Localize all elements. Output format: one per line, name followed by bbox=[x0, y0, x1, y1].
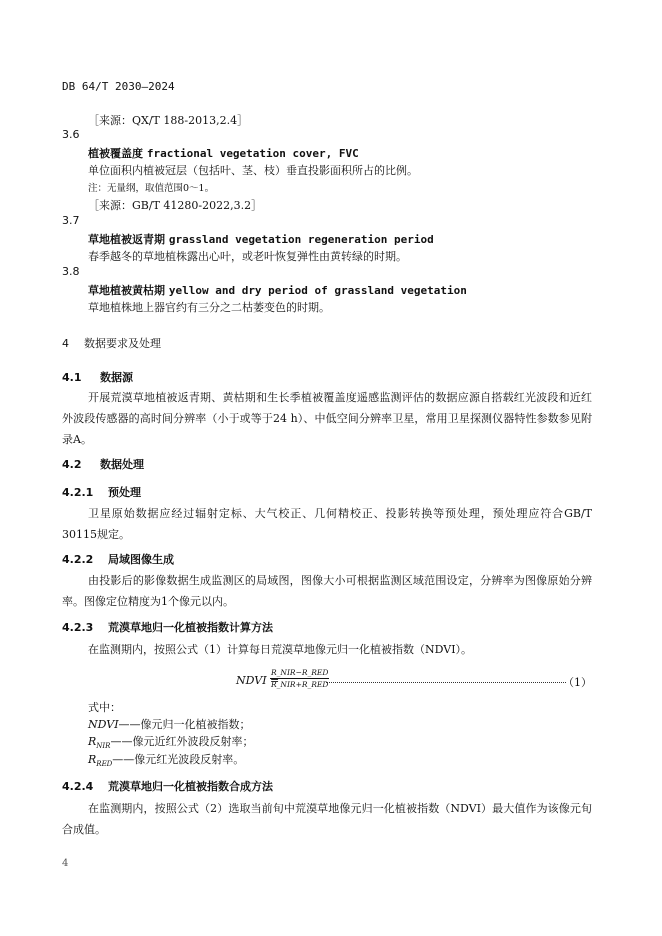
variable-subscript: NIR bbox=[96, 742, 111, 751]
source-citation: ［来源：QX/T 188-2013,2.4］ bbox=[88, 114, 249, 127]
paragraph-text: 由投影后的影像数据生成监测区的局域图，图像大小可根据监测区域范围设定，分辨率为图像原始分辨率。图像定位精度为1个像元以内。 bbox=[62, 574, 592, 608]
section-number: 4.2 bbox=[62, 458, 82, 471]
term-title-cn: 草地植被返青期 bbox=[88, 233, 165, 246]
term-number: 3.7 bbox=[62, 214, 80, 227]
formula-fraction bbox=[270, 668, 329, 689]
term-title-cn: 草地植被黄枯期 bbox=[88, 284, 165, 297]
variable-description: ——像元红光波段反射率。 bbox=[112, 753, 245, 766]
section-paragraph bbox=[62, 387, 592, 450]
variable-description: ——像元归一化植被指数； bbox=[118, 718, 251, 731]
term-definition: 草地植株地上器官约有三分之二枯萎变色的时期。 bbox=[88, 301, 330, 314]
subsection-number: 4.2.3 bbox=[62, 621, 94, 634]
subsection-number: 4.2.1 bbox=[62, 486, 94, 499]
subsection-heading bbox=[62, 484, 141, 500]
term-number: 3.8 bbox=[62, 265, 80, 278]
section-heading bbox=[62, 456, 144, 472]
term-title-en: grassland vegetation regeneration period bbox=[168, 233, 434, 246]
variable-definition-rred bbox=[88, 751, 244, 768]
source-citation: ［来源：GB/T 41280-2022,3.2］ bbox=[88, 199, 263, 212]
variable-symbol: NDVI bbox=[88, 718, 119, 731]
subsection-number: 4.2.4 bbox=[62, 780, 94, 793]
variable-definition-ndvi bbox=[88, 716, 251, 732]
term-title bbox=[88, 145, 359, 161]
term-title-cn: 植被覆盖度 bbox=[88, 147, 143, 160]
variable-subscript: RED bbox=[96, 760, 113, 769]
term-title bbox=[88, 282, 467, 298]
term-definition: 单位面积内植被冠层（包括叶、茎、枝）垂直投影面积所占的比例。 bbox=[88, 164, 418, 177]
term-number: 3.6 bbox=[62, 128, 80, 141]
term-title-en: yellow and dry period of grassland vegetation bbox=[168, 284, 467, 297]
variable-description: ——像元近红外波段反射率； bbox=[110, 735, 254, 748]
section-title: 数据源 bbox=[100, 371, 133, 384]
subsection-title: 预处理 bbox=[108, 486, 141, 499]
variable-symbol: R bbox=[88, 753, 97, 766]
variable-symbol: R bbox=[88, 735, 97, 748]
section-paragraph bbox=[62, 570, 592, 612]
ndvi-formula bbox=[236, 670, 592, 694]
section-paragraph bbox=[62, 639, 592, 660]
formula-denominator: R_NIR+R_RED bbox=[271, 680, 329, 689]
chapter-heading bbox=[62, 335, 161, 351]
subsection-title: 局域图像生成 bbox=[108, 553, 174, 566]
where-label: 式中： bbox=[88, 701, 121, 714]
section-number: 4.1 bbox=[62, 371, 82, 384]
subsection-title: 荒漠草地归一化植被指数合成方法 bbox=[108, 780, 273, 793]
term-definition: 春季越冬的草地植株露出心叶，或老叶恢复弹性由黄转绿的时期。 bbox=[88, 250, 407, 263]
paragraph-text: 开展荒漠草地植被返青期、黄枯期和生长季植被覆盖度遥感监测评估的数据应源自搭载红光波段和近红外波段传感器的高时间分辨率（小于或等于24 h）、中低空间分辨率卫星，常用卫星探测仪器特性参数参见附录A。 bbox=[62, 391, 592, 446]
paragraph-text: 在监测期内，按照公式（1）计算每日荒漠草地像元归一化植被指数（NDVI）。 bbox=[88, 643, 473, 656]
section-paragraph bbox=[62, 503, 592, 545]
section-title: 数据处理 bbox=[100, 458, 144, 471]
term-title bbox=[88, 231, 434, 247]
chapter-title: 数据要求及处理 bbox=[84, 337, 161, 350]
document-header-id: DB 64/T 2030—2024 bbox=[62, 80, 175, 93]
subsection-heading bbox=[62, 619, 273, 635]
formula-leader-dots bbox=[326, 682, 566, 683]
variable-definition-rnir bbox=[88, 733, 253, 750]
subsection-title: 荒漠草地归一化植被指数计算方法 bbox=[108, 621, 273, 634]
subsection-heading bbox=[62, 778, 273, 794]
paragraph-text: 在监测期内，按照公式（2）选取当前旬中荒漠草地像元归一化植被指数（NDVI）最大值作为该像元旬合成值。 bbox=[62, 802, 592, 836]
subsection-number: 4.2.2 bbox=[62, 553, 94, 566]
term-title-en: fractional vegetation cover, FVC bbox=[146, 147, 359, 160]
paragraph-text: 卫星原始数据应经过辐射定标、大气校正、几何精校正、投影转换等预处理，预处理应符合GB/T 30115规定。 bbox=[62, 507, 592, 541]
formula-number: （1） bbox=[563, 676, 592, 689]
chapter-number: 4 bbox=[62, 337, 69, 350]
section-paragraph bbox=[62, 798, 592, 840]
term-note: 注：无量纲，取值范围0～1。 bbox=[88, 183, 215, 194]
formula-lhs: NDVI = bbox=[236, 674, 280, 687]
formula-numerator: R_NIR−R_RED bbox=[271, 668, 329, 677]
subsection-heading bbox=[62, 551, 174, 567]
page-number: 4 bbox=[62, 858, 69, 869]
section-heading bbox=[62, 369, 133, 385]
